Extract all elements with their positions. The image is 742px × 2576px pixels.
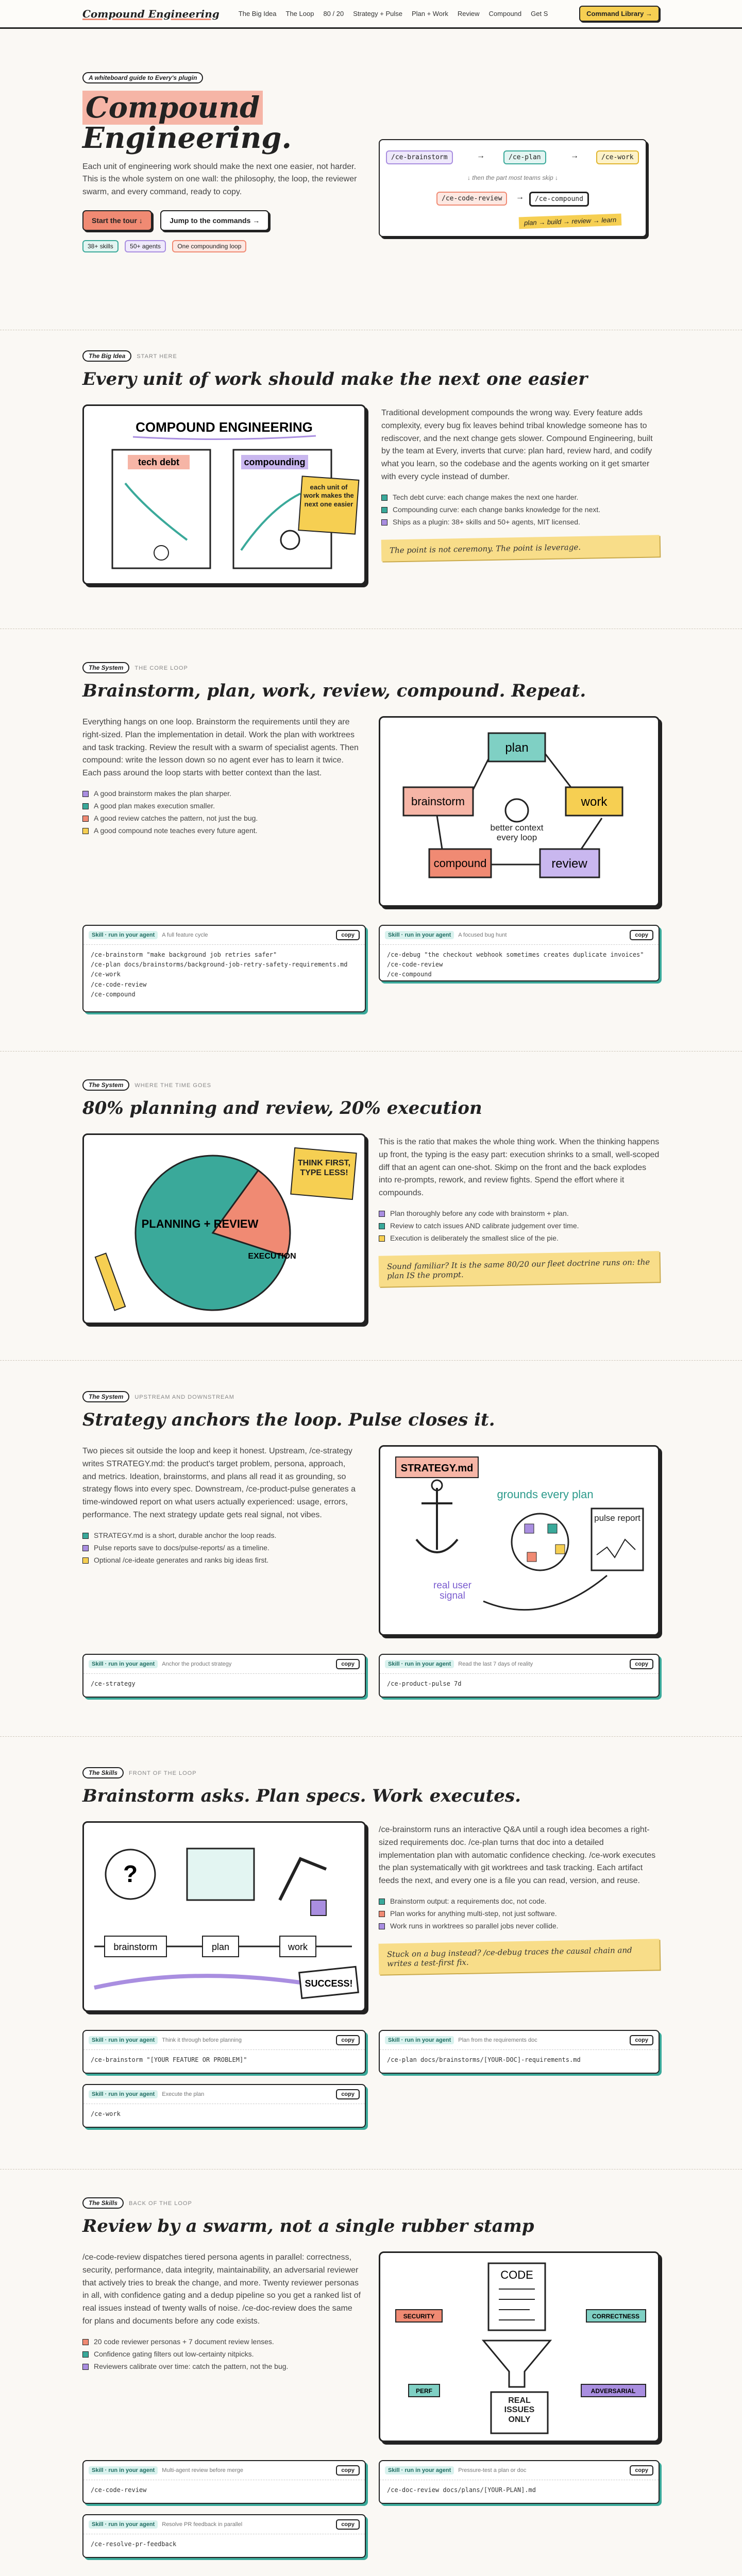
copy-button[interactable]: copy [336, 2465, 360, 2476]
pill-agents: 50+ agents [125, 240, 166, 252]
command-library-button[interactable]: Command Library → [579, 6, 660, 22]
loop-center-label: better context every loop [490, 823, 544, 842]
review-header [82, 2197, 660, 2236]
sticky-note: Stuck on a bug instead? /ce-debug traces the causal chain and writes a test-first fix. [379, 1939, 660, 1975]
section-body: Traditional development compounds the wrong way. Every feature adds complexity, every bug fix leaves behind tribal knowledge someone has to rediscover, and the next change gets slower. Compound Engineering, built by the team at Every, inverts that curve: plan hard, review hard, and codify what you learn, so the codebase and the agents working on it get smarter with every cycle instead of dumber. [381, 409, 653, 481]
persona-adversarial-label: ADVERSARIAL [591, 2387, 636, 2395]
pill-loop: One compounding loop [172, 240, 246, 252]
loop-node-review: review [551, 857, 587, 871]
bullet: A good review catches the pattern, not just the bug. [82, 812, 361, 824]
review-illustration [379, 2251, 660, 2442]
nav-link-80-20[interactable]: 80 / 20 [323, 10, 344, 18]
skill-code[interactable]: /ce-resolve-pr-feedback [91, 2540, 177, 2548]
skill-code[interactable]: /ce-code-review [91, 2486, 147, 2494]
skill-code[interactable]: /ce-doc-review docs/plans/[YOUR-PLAN].md [387, 2486, 536, 2494]
hero-title-line1: Compound [82, 93, 660, 123]
bullet: Ships as a plugin: 38+ skills and 50+ agents, MIT licensed. [381, 516, 660, 528]
bullet: A good plan makes execution smaller. [82, 800, 361, 812]
question-mark-icon: ? [123, 1860, 138, 1887]
skill-label: Skill · run in your agent [89, 1660, 158, 1668]
section-title: Brainstorm, plan, work, review, compound. Repeat. [82, 681, 586, 701]
section-tag: The System [82, 1079, 129, 1091]
bullet: A good compound note teaches every future agent. [82, 824, 361, 837]
skill-desc: Pressure-test a plan or doc [458, 2467, 527, 2473]
eighty-twenty-text [379, 1136, 660, 1284]
bullet: Execution is deliberately the smallest slice of the pie. [379, 1232, 660, 1244]
copy-button[interactable]: copy [336, 1659, 360, 1669]
section-body: This is the ratio that makes the whole thing work. When the thinking happens up front, the typing is the easy part: execution shrinks to a small, well-scoped diff that an agent can one-shot. Skimp on the front and the back explodes into re-prompts, rework, and review fights. Spend the effort where it compounds. [379, 1138, 660, 1198]
bullet: Review to catch issues AND calibrate judgement over time. [379, 1219, 660, 1232]
section-title: Review by a swarm, not a single rubber stamp [82, 2216, 534, 2236]
illus-sticky-note: each unit of work makes the next one easier [303, 483, 354, 508]
skill-desc: Read the last 7 days of reality [458, 1661, 533, 1667]
section-tag: The Skills [82, 2197, 124, 2209]
arrow-icon: → [570, 151, 579, 160]
section-body: Everything hangs on one loop. Brainstorm the requirements until they are right-sized. Plan the implementation in detail. Work the plan with worktrees and task tracking. Review the result with a swarm of specialist agents. Then compound: write the lesson down so no agent ever has to learn it twice. Each pass around the loop starts with better context than the last. [82, 718, 359, 778]
section-tag: The Big Idea [82, 350, 131, 362]
strategy-illustration [379, 1445, 660, 1636]
nav-link-strategy[interactable]: Strategy + Pulse [353, 10, 402, 18]
bullet: Brainstorm output: a requirements doc, not code. [379, 1895, 660, 1907]
section-kicker: WHERE THE TIME GOES [134, 1082, 212, 1089]
section-kicker: BACK OF THE LOOP [129, 2200, 192, 2207]
skill-desc: Multi-agent review before merge [162, 2467, 243, 2473]
strategy-header [82, 1391, 660, 1430]
section-title: Brainstorm asks. Plan specs. Work executes. [82, 1786, 521, 1806]
nav-link-compound[interactable]: Compound [488, 10, 522, 18]
skill-card [82, 2030, 366, 2074]
illus-compounding: compounding [244, 457, 306, 467]
skill-card [379, 1654, 660, 1698]
skill-desc: Resolve PR feedback in parallel [162, 2521, 243, 2528]
review-text [82, 2251, 361, 2372]
loop-node-compound: compound [433, 857, 487, 870]
skill-card [82, 2084, 366, 2128]
skill-card [82, 1654, 366, 1698]
diagram-caption: ↓ then the part most teams skip ↓ [467, 174, 559, 181]
pie-chart-illustration [82, 1133, 366, 1324]
nav-link-get-started[interactable]: Get S [531, 10, 548, 18]
pie-label-execution: EXECUTION [248, 1252, 296, 1261]
section-kicker: START HERE [137, 353, 177, 360]
start-tour-button[interactable]: Start the tour ↓ [82, 210, 152, 231]
big-idea-text [381, 407, 660, 559]
skill-code[interactable]: /ce-strategy [91, 1680, 136, 1687]
section-body: /ce-brainstorm runs an interactive Q&A until a rough idea becomes a right-sized requirements doc. /ce-plan turns that doc into a detailed implementation plan with automatic confidence checking. /ce-work executes the plan systematically with git worktrees and task tracking. Each artifact feeds the next, and every one is a file you can read, version, and reuse. [379, 1825, 656, 1886]
skill-card [379, 2460, 660, 2504]
jump-commands-button[interactable]: Jump to the commands → [160, 210, 269, 231]
bullet: STRATEGY.md is a short, durable anchor the loop reads. [82, 1529, 361, 1541]
section-tag: The System [82, 1391, 129, 1402]
section-body: Two pieces sit outside the loop and keep it honest. Upstream, /ce-strategy writes STRATEGY.md: the product's target problem, persona, approach, and metrics. Ideation, brainstorms, and plans all read it as grounding, so strategy flows into every spec. Downstream, /ce-product-pulse generates a time-windowed report on what users actually experienced: usage, errors, performance. The next strategy update gets real signal, not vibes. [82, 1447, 356, 1519]
copy-button[interactable]: copy [630, 930, 653, 940]
skill-desc: Execute the plan [162, 2091, 205, 2097]
nav-link-plan-work[interactable]: Plan + Work [411, 10, 448, 18]
skill-code[interactable]: /ce-work [91, 2110, 121, 2117]
skill-label: Skill · run in your agent [89, 2520, 158, 2529]
loop-illustration [379, 716, 660, 907]
strategy-text [82, 1445, 361, 1566]
skill-card [379, 2030, 660, 2074]
pulse-report-label: pulse report [594, 1514, 640, 1523]
front-loop-illustration [82, 1821, 366, 2012]
pie-label-planning: PLANNING + REVIEW [141, 1217, 259, 1230]
skill-desc: A full feature cycle [162, 932, 208, 938]
nav-link-loop[interactable]: The Loop [285, 10, 314, 18]
big-idea-illustration [82, 404, 366, 585]
node-plan: /ce-plan [503, 150, 546, 164]
skill-desc: Anchor the product strategy [162, 1661, 232, 1667]
nav-link-big-idea[interactable]: The Big Idea [238, 10, 277, 18]
front-brainstorm-label: brainstorm [113, 1942, 158, 1952]
arrow-icon: → [516, 193, 524, 201]
skill-desc: A focused bug hunt [458, 932, 507, 938]
eighty-twenty-header [82, 1079, 660, 1118]
node-compound: /ce-compound [529, 192, 589, 207]
persona-security-label: SECURITY [403, 2313, 435, 2320]
skill-desc: Think it through before planning [162, 2037, 242, 2043]
bullet: Plan thoroughly before any code with brainstorm + plan. [379, 1207, 660, 1219]
bullet: Compounding curve: each change banks knowledge for the next. [381, 503, 660, 516]
copy-button[interactable]: copy [336, 2089, 360, 2099]
skill-code[interactable]: /ce-product-pulse 7d [387, 1680, 462, 1687]
divider [0, 1051, 742, 1052]
skill-label: Skill · run in your agent [385, 1660, 454, 1668]
success-label: SUCCESS! [305, 1978, 353, 1989]
brand-logo[interactable]: Compound Engineering [82, 7, 220, 20]
skill-label: Skill · run in your agent [89, 2090, 158, 2098]
skill-label: Skill · run in your agent [385, 2466, 454, 2475]
illus-tech-debt: tech debt [138, 457, 180, 467]
review-code-label: CODE [500, 2268, 533, 2281]
skill-card [82, 925, 366, 1012]
illus-title: COMPOUND ENGINEERING [136, 419, 313, 435]
copy-button[interactable]: copy [630, 2035, 653, 2045]
top-nav [0, 0, 742, 29]
divider [0, 2169, 742, 2170]
real-issues-label: REAL ISSUES ONLY [504, 2396, 535, 2424]
sticky-note: The point is not ceremony. The point is leverage. [381, 535, 660, 561]
hero-loop-diagram [379, 139, 647, 237]
divider [0, 1360, 742, 1361]
section-tag: The Skills [82, 1767, 124, 1778]
real-signal-label: real user signal [433, 1581, 471, 1601]
pill-skills: 38+ skills [82, 240, 119, 252]
pie-sticky-note: THINK FIRST, TYPE LESS! [297, 1159, 351, 1178]
skill-label: Skill · run in your agent [89, 2466, 158, 2475]
skill-code[interactable]: /ce-brainstorm "[YOUR FEATURE OR PROBLEM]" [91, 2056, 247, 2063]
front-loop-text [379, 1824, 660, 1972]
nav-links [234, 8, 553, 20]
copy-button[interactable]: copy [630, 1659, 653, 1669]
copy-button[interactable]: copy [336, 2035, 360, 2045]
bullet: Work runs in worktrees so parallel jobs never collide. [379, 1920, 660, 1932]
skill-desc: Plan from the requirements doc [458, 2037, 537, 2043]
section-kicker: UPSTREAM AND DOWNSTREAM [134, 1394, 234, 1400]
skill-code[interactable]: /ce-debug "the checkout webhook sometimes creates duplicate invoices" /ce-code-review /ce-compound [387, 951, 644, 978]
arrow-icon: → [477, 151, 485, 160]
skill-code[interactable]: /ce-plan docs/brainstorms/[YOUR-DOC]-requirements.md [387, 2056, 581, 2063]
section-body: /ce-code-review dispatches tiered persona agents in parallel: correctness, security, performance, data integrity, maintainability, an adversarial reviewer that actively tries to break the change, and more. Twenty reviewer personas in all, with confidence gating and a dedup pipeline so you get a ranked list of real issues instead of twenty walls of noise. /ce-doc-review does the same for plans and documents before any code exists. [82, 2253, 361, 2326]
persona-correctness-label: CORRECTNESS [592, 2313, 640, 2320]
divider [0, 1736, 742, 1737]
section-kicker: THE CORE LOOP [134, 665, 188, 671]
skill-card [379, 925, 660, 981]
node-code-review: /ce-code-review [436, 192, 507, 206]
diagram-footer-note: plan → build → review → learn [519, 214, 622, 229]
section-title: 80% planning and review, 20% execution [82, 1098, 482, 1118]
bullet: Reviewers calibrate over time: catch the pattern, not the bug. [82, 2360, 361, 2372]
skill-card [82, 2460, 366, 2504]
persona-perf-label: PERF [415, 2387, 433, 2395]
skill-label: Skill · run in your agent [89, 931, 158, 939]
section-title: Strategy anchors the loop. Pulse closes it. [82, 1410, 495, 1430]
loop-node-plan: plan [505, 741, 529, 755]
bullet: Tech debt curve: each change makes the next one harder. [381, 491, 660, 503]
skill-label: Skill · run in your agent [385, 931, 454, 939]
bullet: Confidence gating filters out low-certainty nitpicks. [82, 2348, 361, 2360]
front-plan-label: plan [211, 1942, 230, 1952]
hero-badge: A whiteboard guide to Every's plugin [82, 72, 203, 83]
node-brainstorm: /ce-brainstorm [386, 150, 453, 164]
skill-label: Skill · run in your agent [385, 2036, 454, 2044]
copy-button[interactable]: copy [336, 930, 360, 940]
section-tag: The System [82, 662, 129, 673]
strategy-grounds-label: grounds every plan [497, 1488, 594, 1501]
bullet: Pulse reports save to docs/pulse-reports/ as a timeline. [82, 1541, 361, 1554]
big-idea-header [82, 350, 660, 389]
bullet: Optional /ce-ideate generates and ranks big ideas first. [82, 1554, 361, 1566]
skill-card [82, 2514, 366, 2558]
bullet: 20 code reviewer personas + 7 document review lenses. [82, 2335, 361, 2348]
hero-title-line2: Engineering. [82, 121, 292, 155]
section-kicker: FRONT OF THE LOOP [129, 1770, 197, 1776]
copy-button[interactable]: copy [336, 2519, 360, 2530]
copy-button[interactable]: copy [630, 2465, 653, 2476]
bullet: A good brainstorm makes the plan sharper. [82, 787, 361, 800]
skill-code[interactable]: /ce-brainstorm "make background job retries safer" /ce-plan docs/brainstorms/background-job-retry-safety-requirements.md /ce-work /ce-code-review /ce-compound [91, 951, 348, 998]
node-work: /ce-work [596, 150, 639, 164]
strategy-file-label: STRATEGY.md [400, 1463, 474, 1474]
nav-link-review[interactable]: Review [457, 10, 480, 18]
bullet: Plan works for anything multi-step, not just software. [379, 1907, 660, 1920]
front-work-label: work [288, 1942, 308, 1952]
skill-label: Skill · run in your agent [89, 2036, 158, 2044]
loop-node-work: work [581, 795, 608, 809]
front-loop-header [82, 1767, 660, 1806]
hero-lead: Each unit of engineering work should make the next one easier, not harder. This is the whole system on one wall: the philosophy, the loop, the reviewer swarm, and every command, ready to copy. [82, 162, 357, 197]
loop-text [82, 716, 361, 837]
loop-header [82, 662, 660, 701]
loop-node-brainstorm: brainstorm [411, 795, 465, 808]
section-title: Every unit of work should make the next one easier [82, 369, 588, 389]
sticky-note: Sound familiar? It is the same 80/20 our fleet doctrine runs on: the plan IS the prompt. [379, 1251, 660, 1287]
